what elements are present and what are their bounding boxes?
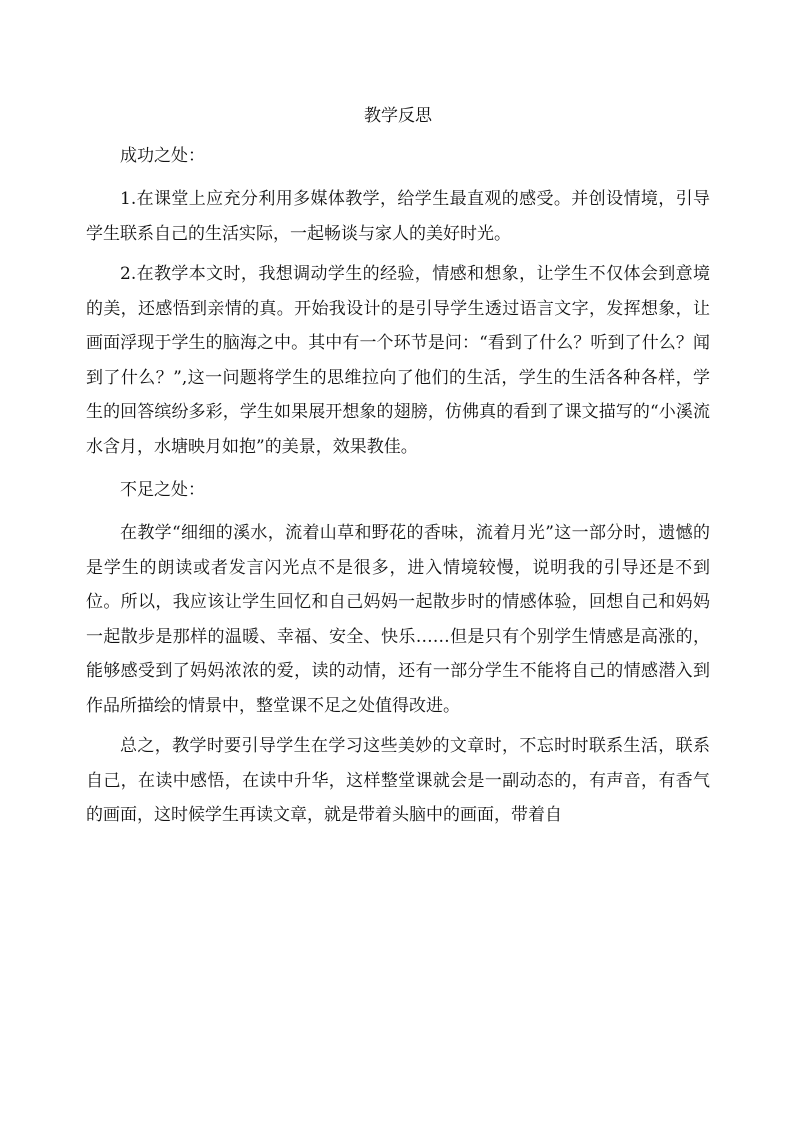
shortcoming-paragraph: 在教学“细细的溪水，流着山草和野花的香味，流着月光”这一部分时，遗憾的是学生的朗读或者发言闪光点不是很多，进入情境较慢，说明我的引导还是不到位。所以，我应该让学生回忆和自己妈妈一起散步时的情感体验，回想自己和妈妈一起散步是那样的温暖、幸福、安全、快乐……但是只有个别学生情感是高涨的，能够感受到了妈妈浓浓的爱，读的动情，还有一部分学生不能将自己的情感潜入到作品所描绘的情景中，整堂课不足之处值得改进。 [86, 523, 710, 716]
success-point-2: 2.在教学本文时，我想调动学生的经验，情感和想象，让学生不仅体会到意境的美，还感悟到亲情的真。开始我设计的是引导学生透过语言文字，发挥想象，让画面浮现于学生的脑海之中。其中有一个环节是问：“看到了什么？听到了什么？闻到了什么？”,这一问题将学生的思维拉向了他们的生活，学生的生活各种各样，学生的回答缤纷多彩，学生如果展开想象的翅膀，仿佛真的看到了课文描写的“小溪流水含月，水塘映月如抱”的美景，效果教佳。 [86, 264, 710, 457]
summary-paragraph: 总之，教学时要引导学生在学习这些美妙的文章时，不忘时时联系生活，联系自己，在读中感悟，在读中升华，这样整堂课就会是一副动态的，有声音，有香气的画面，这时候学生再读文章，就是带着头脑中的画面，带着自 [86, 736, 710, 825]
document-title: 教学反思 [364, 106, 432, 126]
document-page [86, 96, 710, 833]
shortcoming-heading: 不足之处： [120, 480, 205, 500]
success-point-1: 1.在课堂上应充分利用多媒体教学，给学生最直观的感受。并创设情境，引导学生联系自己的生活实际，一起畅谈与家人的美好时光。 [86, 189, 710, 244]
success-heading: 成功之处： [120, 146, 205, 166]
